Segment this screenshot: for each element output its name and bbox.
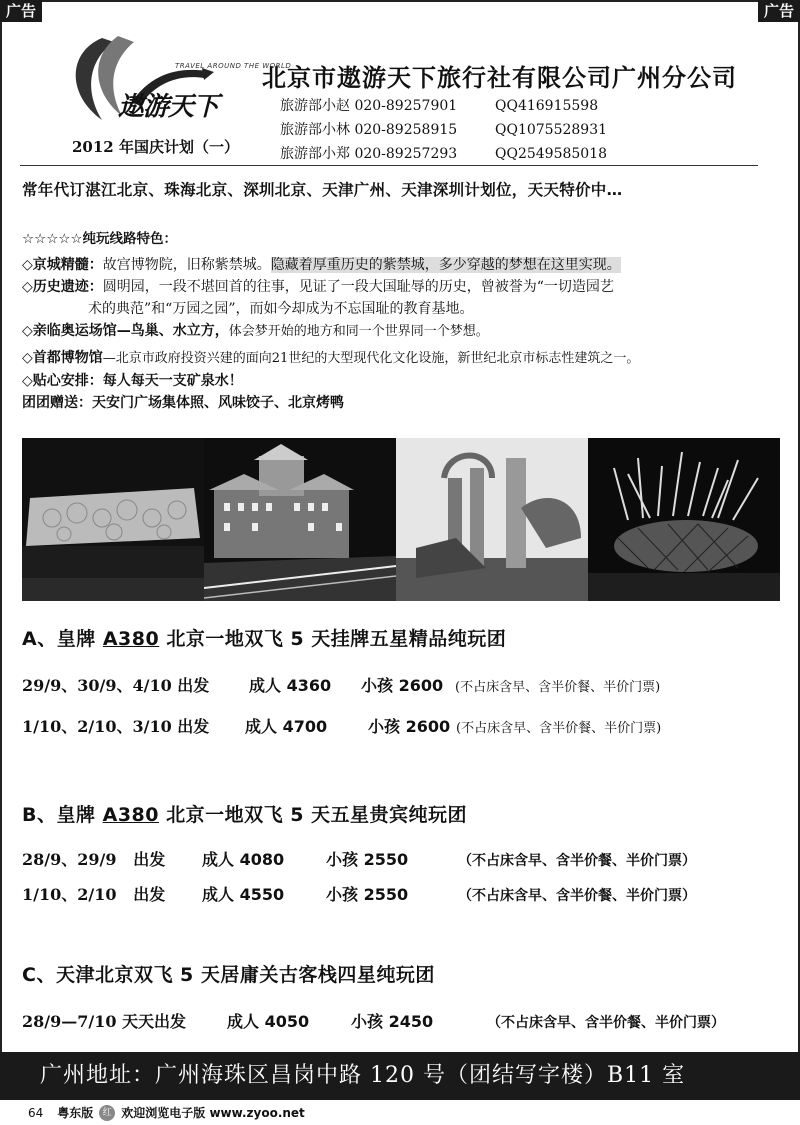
promo-banner: 常年代订湛江北京、珠海北京、深圳北京、天津广州、天津深圳计划位，天天特价中… bbox=[22, 181, 623, 199]
tour-title bbox=[22, 624, 792, 651]
child-price: 小孩 2600 bbox=[361, 676, 444, 695]
price-note: （不占床含早、含半价餐、半价门票） bbox=[458, 853, 696, 869]
adult-price: 成人 4550 bbox=[202, 885, 285, 904]
tour-title bbox=[22, 960, 792, 987]
feature-highlight: 隐藏着厚重历史的紫禁城，多少穿越的梦想在这里实现。 bbox=[270, 257, 621, 273]
features-section bbox=[22, 228, 782, 414]
features-heading: ☆☆☆☆☆纯玩线路特色： bbox=[22, 231, 178, 247]
tour-prefix: B、皇牌 bbox=[22, 804, 103, 826]
price-note: （不占床含早、含半价餐、半价门票） bbox=[487, 1015, 725, 1031]
tour-c bbox=[22, 960, 792, 1032]
logo-text: 遨游天下 bbox=[118, 92, 219, 122]
departure-row bbox=[22, 882, 792, 905]
departure-row bbox=[22, 714, 792, 737]
adult-price: 成人 4700 bbox=[245, 717, 328, 736]
address-bar: 广州地址：广州海珠区昌岗中路 120 号（团结写字楼）B11 室 bbox=[0, 1052, 800, 1100]
contact-qq: QQ416915598 bbox=[495, 98, 599, 114]
photo-strip bbox=[22, 438, 780, 601]
header-divider bbox=[20, 165, 758, 166]
adult-price: 成人 4080 bbox=[202, 850, 285, 869]
feature-item bbox=[22, 347, 782, 370]
departure-row bbox=[22, 673, 792, 696]
badge-icon: 红 bbox=[99, 1105, 115, 1121]
departure-dates: 29/9、30/9、4/10 出发 bbox=[22, 676, 210, 695]
contact-qq: QQ1075528931 bbox=[495, 122, 608, 138]
feature-text: 体会梦开始的地方和同一个世界同一个梦想。 bbox=[228, 324, 489, 339]
departure-dates: 28/9、29/9 出发 bbox=[22, 850, 166, 869]
page-number: 64 bbox=[28, 1105, 44, 1120]
child-price: 小孩 2600 bbox=[368, 717, 451, 736]
header bbox=[0, 28, 800, 163]
website-text: 欢迎浏览电子版 www.zyoo.net bbox=[121, 1106, 305, 1120]
feature-item bbox=[22, 276, 782, 298]
feature-text: —北京市政府投资兴建的面向21世纪的大型现代化文化设施，新世纪北京市标志性建筑之一。 bbox=[102, 351, 640, 366]
feature-item bbox=[22, 254, 782, 276]
contact-list bbox=[280, 94, 607, 166]
contact-row bbox=[280, 118, 607, 142]
water-cube-photo bbox=[22, 438, 204, 601]
tour-a bbox=[22, 624, 792, 737]
price-note: （不占床含早、含半价餐、半价门票） bbox=[458, 888, 696, 904]
gift-line: 团团赠送：天安门广场集体照、风味饺子、北京烤鸭 bbox=[22, 395, 344, 411]
contact-phone: 旅游部小赵 020-89257901 bbox=[280, 98, 458, 114]
feature-label: ◇京城精髓： bbox=[22, 257, 103, 273]
tour-aircraft: A380 bbox=[102, 804, 159, 826]
child-price: 小孩 2550 bbox=[326, 885, 409, 904]
logo-tagline: TRAVEL AROUND THE WORLD bbox=[175, 62, 292, 70]
contact-qq: QQ2549585018 bbox=[495, 146, 608, 162]
yuanmingyuan-ruins-photo bbox=[396, 438, 588, 601]
feature-text: 故宫博物院，旧称紫禁城。 bbox=[102, 257, 271, 273]
feature-label: ◇历史遗迹： bbox=[22, 279, 103, 295]
tour-name: 北京一地双飞 5 天五星贵宾纯玩团 bbox=[158, 804, 468, 826]
tour-title bbox=[22, 800, 792, 827]
adult-price: 成人 4050 bbox=[227, 1012, 310, 1031]
company-name: 北京市遨游天下旅行社有限公司广州分公司 bbox=[262, 64, 737, 92]
price-note: (不占床含早、含半价餐、半价门票) bbox=[455, 680, 661, 695]
feature-label: ◇亲临奥运场馆—鸟巢、水立方， bbox=[22, 323, 229, 339]
departure-row bbox=[22, 1009, 792, 1032]
tour-b bbox=[22, 800, 792, 905]
page-footer bbox=[28, 1104, 305, 1121]
beijing-station-photo bbox=[204, 438, 396, 601]
child-price: 小孩 2550 bbox=[326, 850, 409, 869]
departure-dates: 1/10、2/10、3/10 出发 bbox=[22, 717, 210, 736]
tour-name: 北京一地双飞 5 天挂牌五星精品纯玩团 bbox=[159, 628, 507, 650]
tour-name: C、天津北京双飞 5 天居庸关古客栈四星纯玩团 bbox=[22, 964, 435, 986]
departure-dates: 28/9—7/10 天天出发 bbox=[22, 1012, 187, 1031]
contact-phone: 旅游部小郑 020-89257293 bbox=[280, 146, 458, 162]
contact-row bbox=[280, 142, 607, 166]
adult-price: 成人 4360 bbox=[249, 676, 332, 695]
ad-tag-left: 广告 bbox=[0, 0, 42, 22]
price-note: (不占床含早、含半价餐、半价门票) bbox=[456, 721, 662, 736]
departure-row bbox=[22, 847, 792, 870]
contact-phone: 旅游部小林 020-89258915 bbox=[280, 122, 458, 138]
contact-row bbox=[280, 94, 607, 118]
feature-item bbox=[22, 370, 782, 392]
ad-tag-right: 广告 bbox=[758, 0, 800, 22]
plan-title: 2012 年国庆计划（一） bbox=[72, 138, 239, 156]
birds-nest-photo bbox=[588, 438, 780, 601]
feature-continuation: 术的典范”和“万园之园”，而如今却成为不忘国耻的教育基地。 bbox=[88, 301, 474, 317]
tour-prefix: A、皇牌 bbox=[22, 628, 103, 650]
departure-dates: 1/10、2/10 出发 bbox=[22, 885, 166, 904]
feature-label: ◇首都博物馆 bbox=[22, 350, 103, 366]
child-price: 小孩 2450 bbox=[351, 1012, 434, 1031]
tour-aircraft: A380 bbox=[102, 628, 160, 650]
edition-label: 粤东版 bbox=[57, 1106, 94, 1120]
feature-item bbox=[22, 320, 782, 343]
feature-text: 圆明园，一段不堪回首的往事，见证了一段大国耻辱的历史，曾被誉为“一切造园艺 bbox=[102, 279, 614, 295]
feature-label: ◇贴心安排：每人每天一支矿泉水！ bbox=[22, 373, 243, 389]
